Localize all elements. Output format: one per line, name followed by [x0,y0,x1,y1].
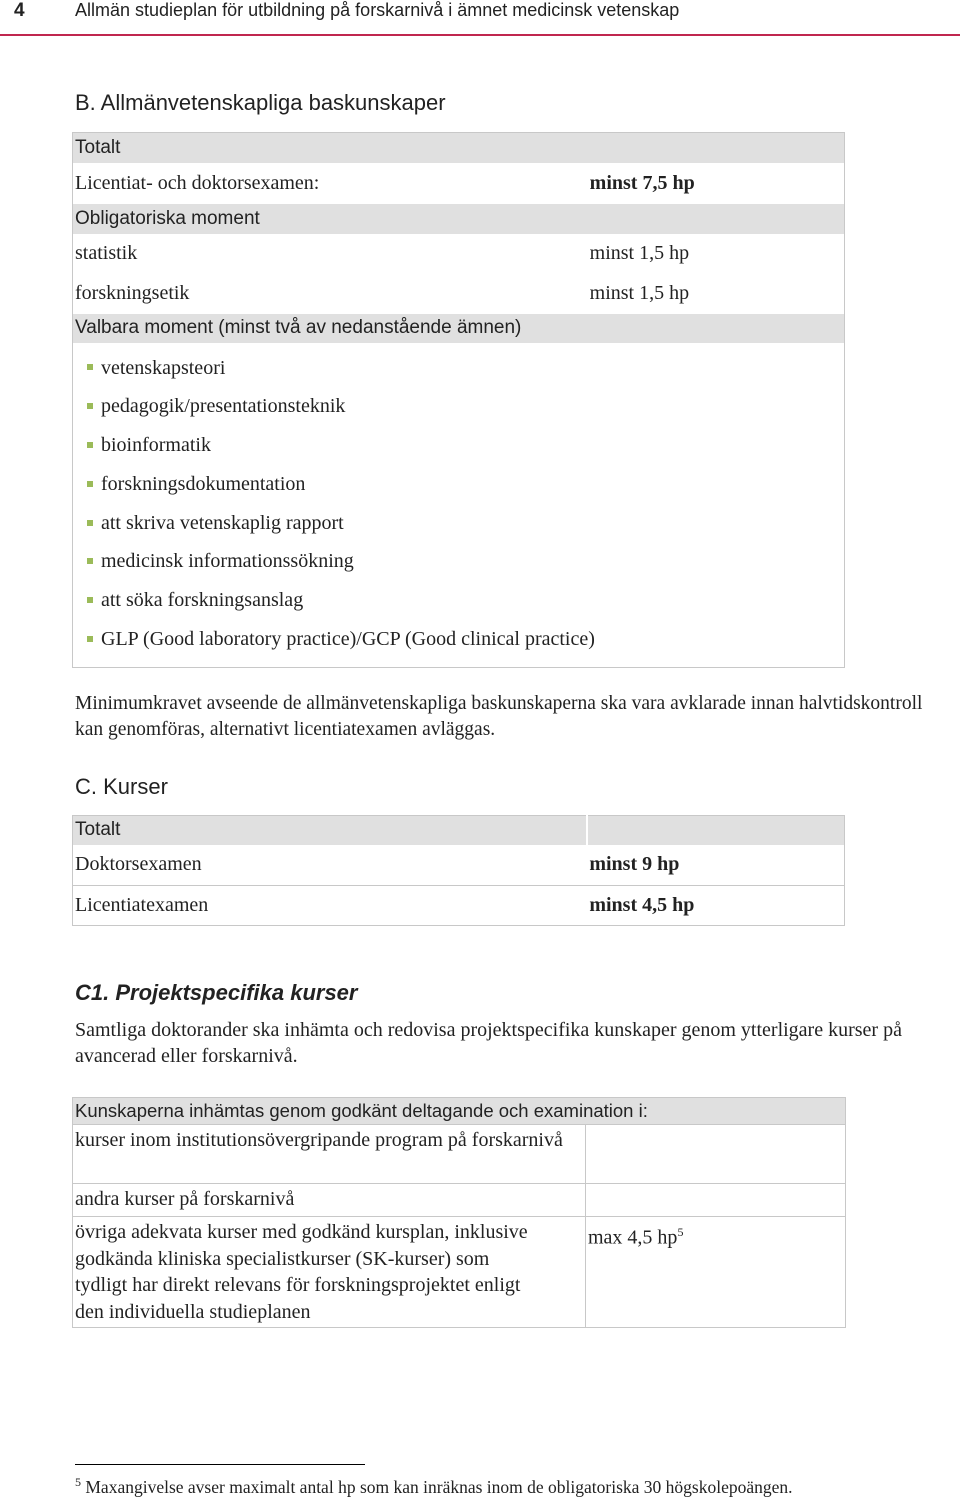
totalt-row [73,133,845,163]
bullet-icon [87,442,93,448]
course-type: övriga adekvata kurser med godkänd kursplan, inklusive godkända kliniska specialistkurser (SK-kurser) som tydligt har direkt relevans för forskningsprojektet enligt den individuella studieplanen [73,1217,586,1328]
list-item: att skriva vetenskaplig rapport [73,504,844,543]
exam-type: Doktorsexamen [75,853,202,876]
oblig-item-value: minst 1,5 hp [589,282,690,304]
list-item: vetenskapsteori [73,349,844,388]
oblig-item-row [73,234,845,274]
course-type: andra kurser på forskarnivå [73,1184,586,1217]
footnote [75,1475,793,1498]
oblig-item-label: statistik [75,242,138,264]
table-header-row [73,1098,846,1125]
section-c-heading: C. Kurser [75,774,168,799]
valbara-label: Valbara moment (minst två av nedanstående ämnen) [73,314,845,343]
course-credits: max 4,5 hp [588,1226,678,1249]
list-item: GLP (Good laboratory practice)/GCP (Good clinical practice) [73,620,844,659]
course-credits-cell [586,1217,846,1328]
totalt-row [73,816,845,845]
list-item: medicinsk informationssökning [73,542,844,581]
course-credits [586,1184,846,1217]
footnote-ref: 5 [677,1225,684,1239]
bullet-icon [87,636,93,642]
exam-credits: minst 9 hp [589,853,680,876]
exam-type: Licentiatexamen [75,894,209,916]
bullet-icon [87,520,93,526]
bullet-icon [87,364,93,370]
oblig-item-row [73,274,845,314]
totalt-label: Totalt [73,133,588,163]
table-header: Kunskaperna inhämtas genom godkänt deltagande och examination i: [73,1098,846,1125]
exam-row [73,163,845,204]
page-number: 4 [14,0,25,21]
page-header [0,0,960,36]
footnote-number: 5 [75,1475,81,1489]
course-type: kurser inom institutionsövergripande program på forskarnivå [73,1125,586,1184]
table-row [73,1184,846,1217]
bullet-icon [87,597,93,603]
table-row [73,1125,846,1184]
section-b-note: Minimumkravet avseende de allmänvetenskapliga baskunskaperna ska vara avklarade innan halvtidskontroll kan genomföras, alternativt licentiatexamen avläggas. [75,693,923,740]
course-credits [586,1125,846,1184]
oblig-item-value: minst 1,5 hp [589,242,690,264]
oblig-label: Obligatoriska moment [73,204,588,234]
bullet-icon [87,481,93,487]
bullet-icon [87,558,93,564]
list-item: pedagogik/presentationsteknik [73,387,844,426]
oblig-item-label: forskningsetik [75,282,190,304]
bullet-icon [87,403,93,409]
footnote-separator [75,1464,365,1465]
section-b-heading: B. Allmänvetenskapliga baskunskaper [75,90,446,115]
document-title: Allmän studieplan för utbildning på forskarnivå i ämnet medicinsk vetenskap [75,0,680,20]
valbara-list [73,343,845,668]
footnote-text: Maxangivelse avser maximalt antal hp som kan inräknas inom de obligatoriska 30 högskolepoängen. [85,1476,793,1497]
table-row [73,886,845,926]
table-row [73,845,845,886]
valbara-row [73,314,845,343]
list-item: bioinformatik [73,426,844,465]
exam-label: Licentiat- och doktorsexamen: [75,171,320,194]
section-c1-heading: C1. Projektspecifika kurser [75,980,358,1005]
section-c1-intro: Samtliga doktorander ska inhämta och redovisa projektspecifika kunskaper genom ytterligare kurser på avancerad eller forskarnivå. [75,1019,902,1067]
oblig-row [73,204,845,234]
exam-value: minst 7,5 hp [589,171,695,194]
list-item: forskningsdokumentation [73,465,844,504]
exam-credits: minst 4,5 hp [589,894,695,916]
totalt-label: Totalt [73,816,588,845]
section-c1-table [72,1097,846,1328]
section-c-table [72,815,845,926]
section-b-table [72,132,845,668]
table-row [73,1217,846,1328]
valbara-list-row [73,343,845,668]
list-item: att söka forskningsanslag [73,581,844,620]
